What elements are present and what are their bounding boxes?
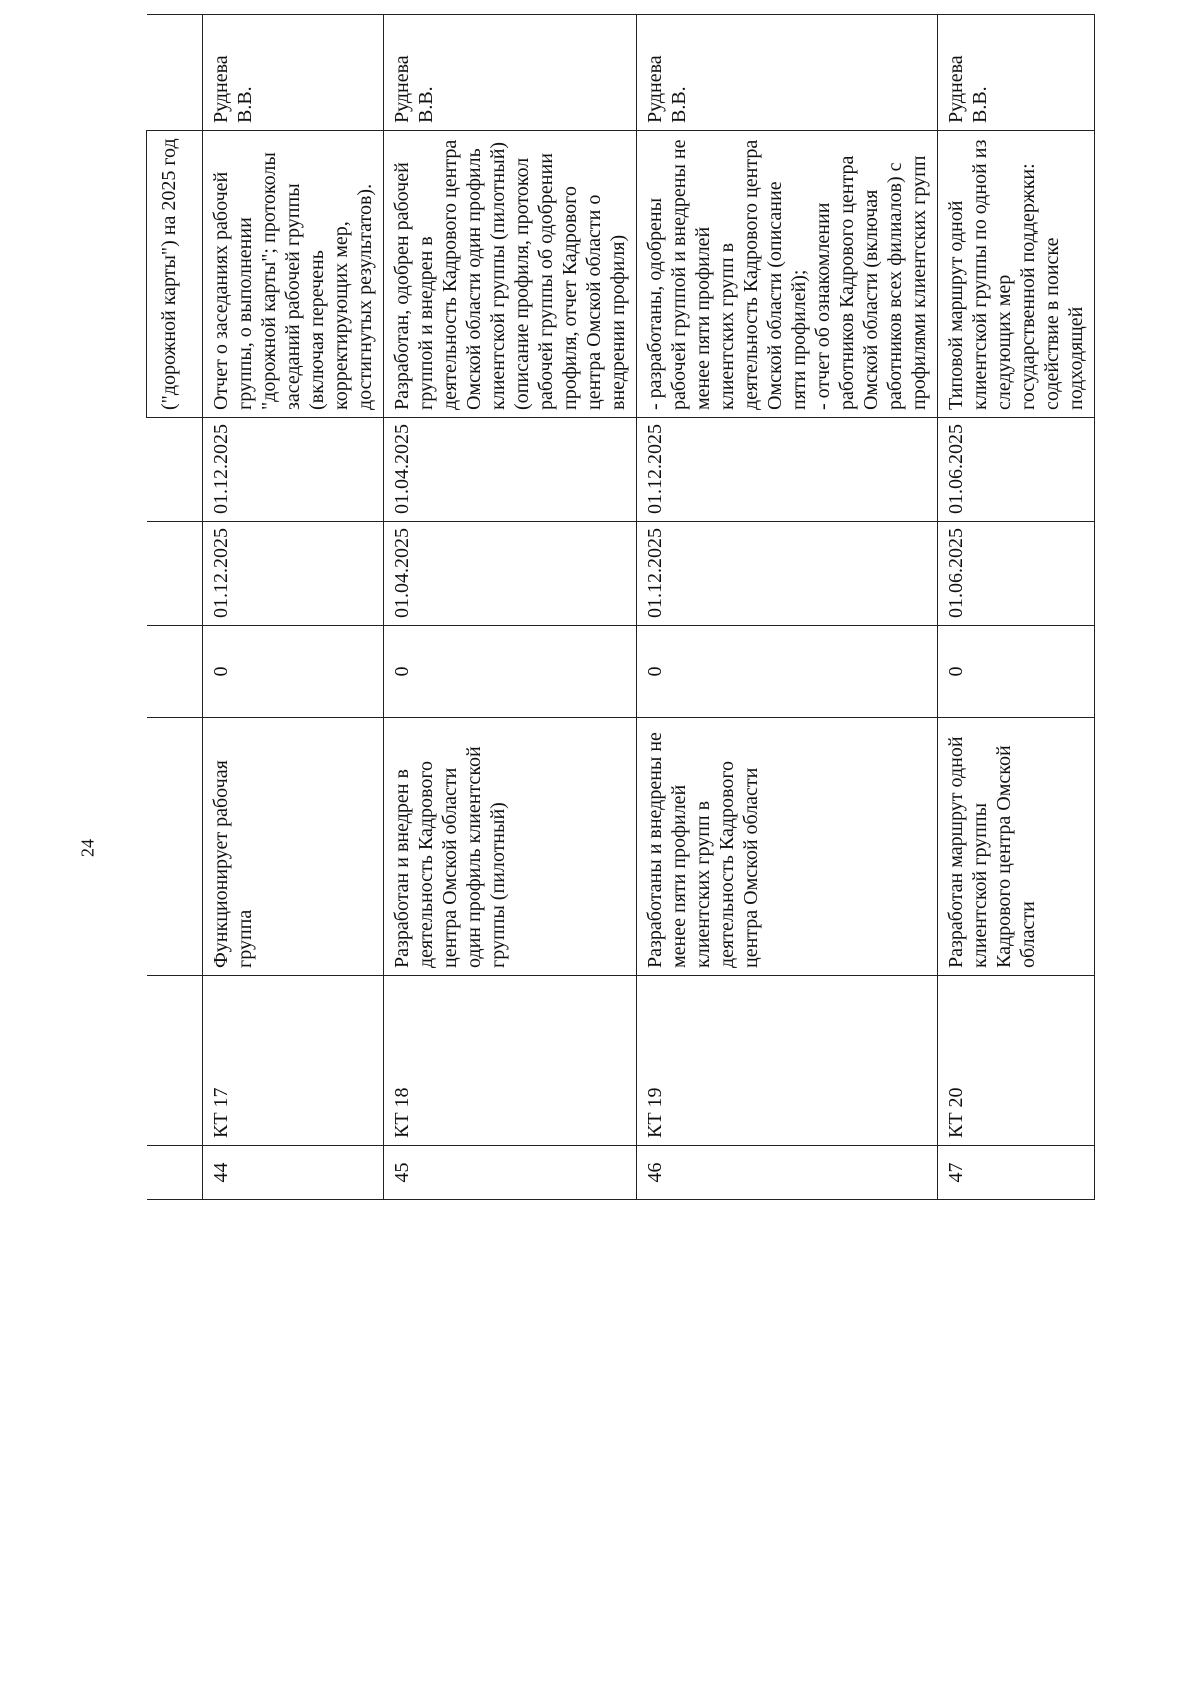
table-row <box>384 15 637 1200</box>
continuation-text: ("дорожной карты") на 2025 год <box>147 131 203 418</box>
checkpoint-name: Функционирует рабочая группа <box>203 718 384 976</box>
result-document: Типовой маршрут одной клиентской группы по одной из следующих мер государственной поддержки: содействие в поиске подходящей <box>938 131 1095 418</box>
table-row <box>938 15 1095 1200</box>
base-value: 0 <box>384 626 637 718</box>
checkpoint-code: КТ 17 <box>203 976 384 1146</box>
base-value: 0 <box>938 626 1095 718</box>
result-document: Разработан, одобрен рабочей группой и внедрен в деятельность Кадрового центра Омской области один профиль клиентской группы (пилотный) (описание профиля, протокол рабочей группы об одобрении профиля, отчет Кадрового центра Омской области о внедрении профиля) <box>384 131 637 418</box>
responsible: Руднева В.В. <box>384 15 637 131</box>
responsible: Руднева В.В. <box>203 15 384 131</box>
row-number: 44 <box>203 1146 384 1200</box>
row-number: 45 <box>384 1146 637 1200</box>
date-end: 01.12.2025 <box>203 418 384 522</box>
row-number: 47 <box>938 1146 1095 1200</box>
table-row <box>203 15 384 1200</box>
result-document: - разработаны, одобрены рабочей группой и внедрены не менее пяти профилей клиентских групп в деятельность Кадрового центра Омской области (описание пяти профилей); - отчет об ознакомлении работников Кадрового центра Омской области (включая работников всех филиалов) с профилями клиентских групп <box>637 131 938 418</box>
date-start: 01.12.2025 <box>637 522 938 626</box>
result-document: Отчет о заседаниях рабочей группы, о выполнении "дорожной карты"; протоколы заседаний рабочей группы (включая перечень корректирующих мер, достигнутых результатов). <box>203 131 384 418</box>
checkpoint-name: Разработан маршрут одной клиентской группы Кадрового центра Омской области <box>938 718 1095 976</box>
date-end: 01.06.2025 <box>938 418 1095 522</box>
roadmap-table <box>146 14 1095 1200</box>
date-end: 01.04.2025 <box>384 418 637 522</box>
checkpoint-code: КТ 19 <box>637 976 938 1146</box>
checkpoint-code: КТ 20 <box>938 976 1095 1146</box>
base-value: 0 <box>637 626 938 718</box>
date-end: 01.12.2025 <box>637 418 938 522</box>
base-value: 0 <box>203 626 384 718</box>
date-start: 01.04.2025 <box>384 522 637 626</box>
checkpoint-name: Разработаны и внедрены не менее пяти профилей клиентских групп в деятельность Кадрового центра Омской области <box>637 718 938 976</box>
responsible: Руднева В.В. <box>637 15 938 131</box>
document-sheet <box>146 15 1087 1200</box>
checkpoint-name: Разработан и внедрен в деятельность Кадрового центра Омской области один профиль клиентской группы (пилотный) <box>384 718 637 976</box>
responsible: Руднева В.В. <box>938 15 1095 131</box>
checkpoint-code: КТ 18 <box>384 976 637 1146</box>
continuation-row <box>147 15 203 1200</box>
date-start: 01.06.2025 <box>938 522 1095 626</box>
row-number: 46 <box>637 1146 938 1200</box>
date-start: 01.12.2025 <box>203 522 384 626</box>
page-number: 24 <box>77 839 98 857</box>
table-row <box>637 15 938 1200</box>
